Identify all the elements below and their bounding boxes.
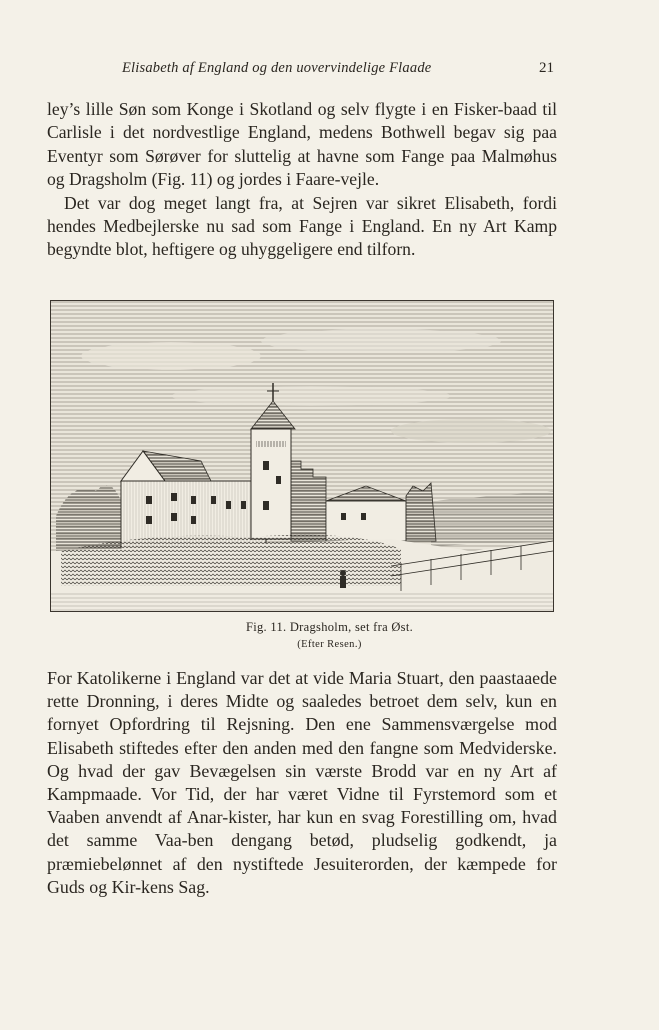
- running-title: Elisabeth af England og den uovervindelige Flaade: [122, 60, 432, 76]
- figure-caption: Fig. 11. Dragsholm, set fra Øst.: [245, 620, 414, 634]
- page-number: 21: [539, 60, 554, 76]
- body-text-top: [47, 98, 557, 262]
- castle-engraving-illustration: [51, 301, 553, 611]
- paragraph: For Katolikerne i England var det at vide Maria Stuart, den paastaaede rette Dronning, i deres Midte og saaledes betroet dem selv, kun en fornyet Opfordring til Rejsning. Den ene Sammensværgelse mod Elisabeth stiftedes efter den anden med den fangne som Medviderske. Og hvad der gav Bevægelsen sin værste Brodd var en ny Art af Kampmaade. Vor Tid, der har været Vidne til Fyrstemord som et Vaaben anvendt af Anar-kister, har kun en svag Forestilling om, hvad det samme Vaa-ben dengang betød, pludselig godkendt, ja præmiebelønnet af den nystiftede Jesuiterorden, der kæmpede for Guds og Kir-kens Sag.: [47, 668, 557, 897]
- paragraph: Det var dog meget langt fra, at Sejren var sikret Elisabeth, fordi hendes Medbejlerske nu sad som Fange i England. En ny Art Kamp begyndte blot, heftigere og uhyggeligere end tilforn.: [47, 192, 557, 260]
- paragraph: ley’s lille Søn som Konge i Skotland og selv flygte i en Fisker-baad til Carlisle i det nordvestlige England, medens Bothwell begav sig paa Eventyr som Sørøver for sluttelig at havne som Fange paa Malmøhus og Dragsholm (Fig. 11) og jordes i Faare-vejle.: [47, 99, 557, 190]
- running-header: [0, 60, 659, 82]
- figure-engraving: [50, 300, 554, 612]
- figure-credit: (Efter Resen.): [297, 639, 362, 650]
- body-text-bottom: [47, 667, 557, 899]
